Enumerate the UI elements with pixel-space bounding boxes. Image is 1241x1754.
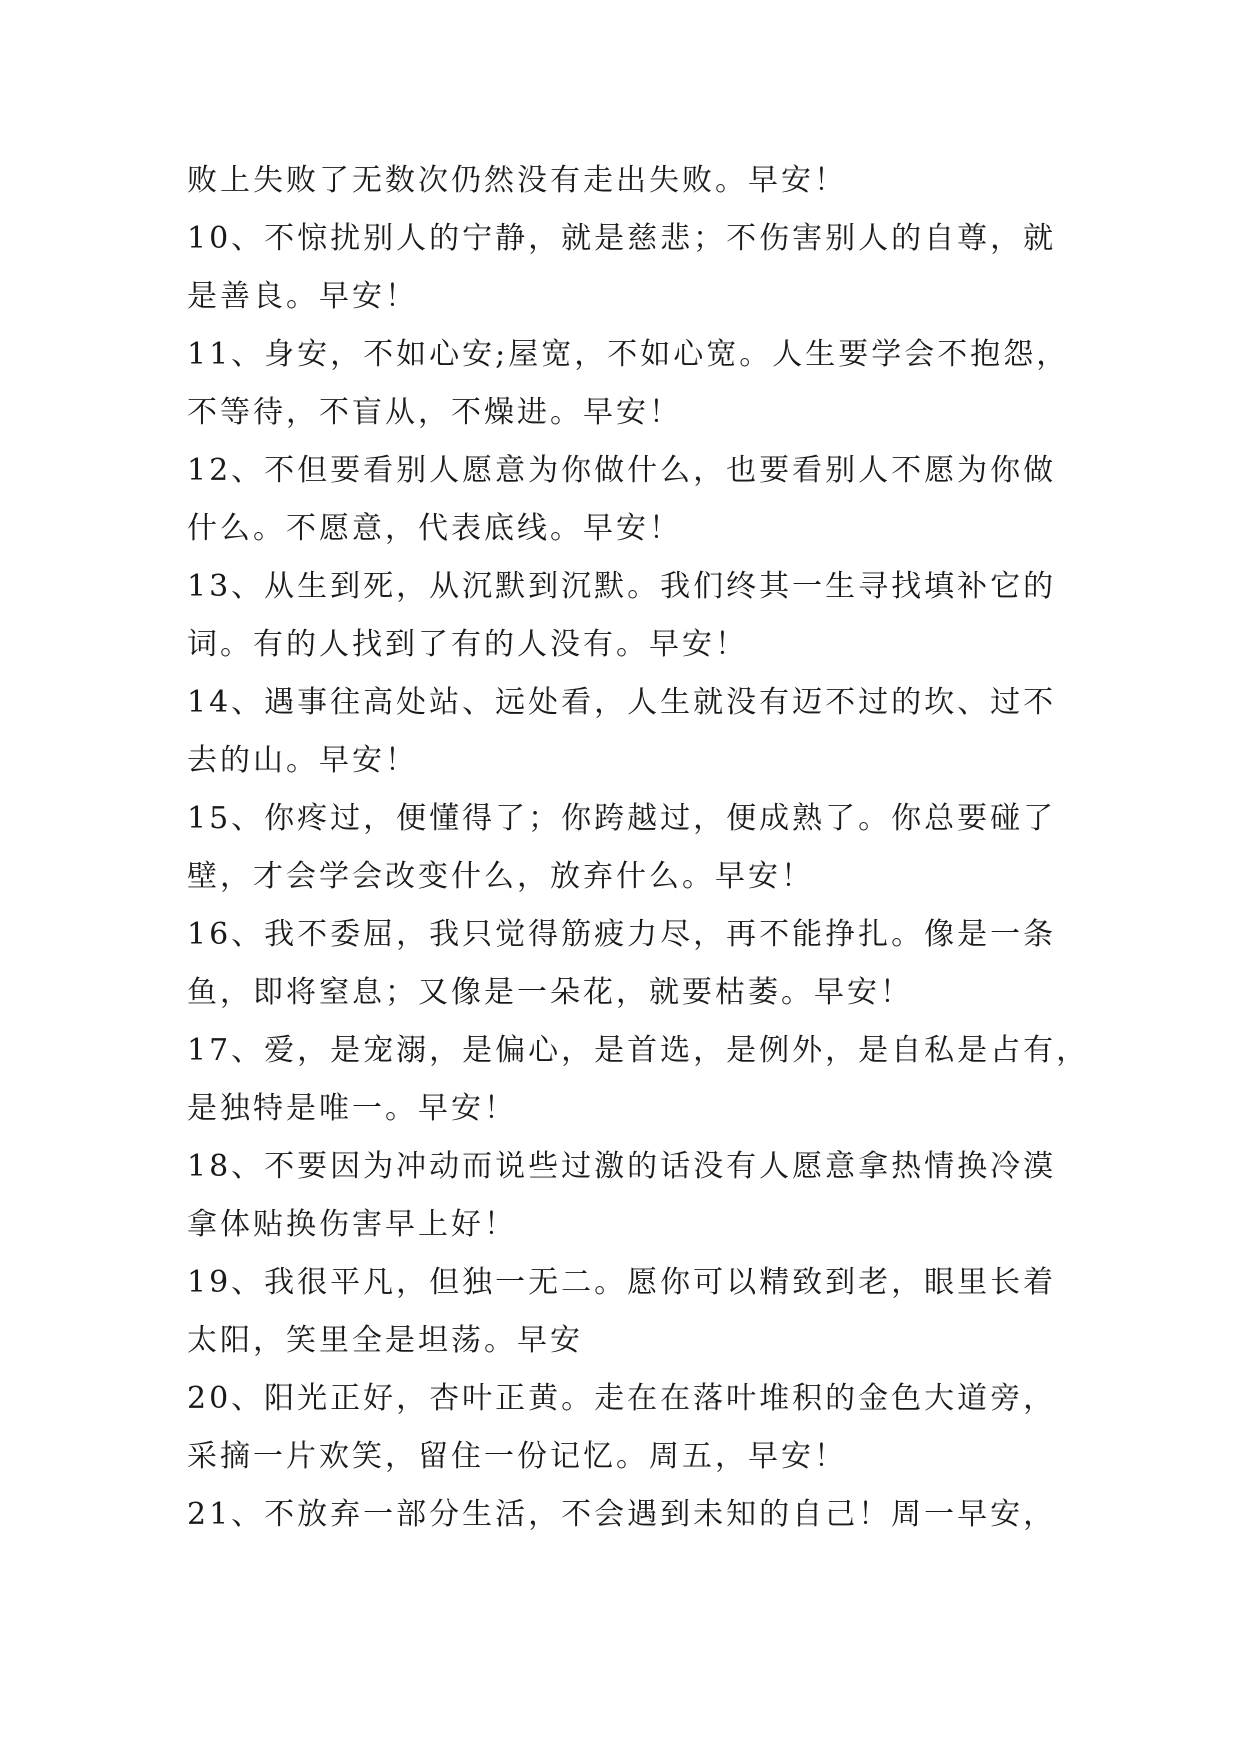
document-body [187,152,1090,1544]
text-line: 13、从生到死，从沉默到沉默。我们终其一生寻找填补它的 [187,569,1057,604]
text-line: 太阳，笑里全是坦荡。早安 [187,1323,583,1358]
text-line: 18、不要因为冲动而说些过激的话没有人愿意拿热情换冷漠 [187,1149,1057,1184]
text-line: 16、我不委屈，我只觉得筋疲力尽，再不能挣扎。像是一条 [187,917,1057,952]
text-line: 是独特是唯一。早安！ [187,1091,517,1126]
text-line: 20、阳光正好，杏叶正黄。走在在落叶堆积的金色大道旁， [187,1381,1057,1416]
text-line: 采摘一片欢笑，留住一份记忆。周五，早安！ [187,1439,847,1474]
text-line: 拿体贴换伤害早上好！ [187,1207,517,1242]
text-line: 词。有的人找到了有的人没有。早安！ [187,627,748,662]
text-line: 败上失败了无数次仍然没有走出失败。早安！ [187,163,847,198]
text-line: 10、不惊扰别人的宁静，就是慈悲；不伤害别人的自尊，就 [187,221,1057,256]
text-line: 不等待，不盲从，不燥进。早安！ [187,395,682,430]
text-line: 12、不但要看别人愿意为你做什么，也要看别人不愿为你做 [187,453,1057,488]
text-line: 17、爱，是宠溺，是偏心，是首选，是例外，是自私是占有， [187,1033,1090,1068]
text-line: 11、身安，不如心安;屋宽，不如心宽。人生要学会不抱怨， [187,337,1070,372]
text-line: 鱼，即将窒息；又像是一朵花，就要枯萎。早安！ [187,975,913,1010]
text-line: 19、我很平凡，但独一无二。愿你可以精致到老，眼里长着 [187,1265,1057,1300]
text-line: 14、遇事往高处站、远处看，人生就没有迈不过的坎、过不 [187,685,1057,720]
text-line: 去的山。早安！ [187,743,418,778]
text-line: 15、你疼过，便懂得了；你跨越过，便成熟了。你总要碰了 [187,801,1057,836]
text-line: 什么。不愿意，代表底线。早安！ [187,511,682,546]
text-line: 是善良。早安！ [187,279,418,314]
text-line: 壁，才会学会改变什么，放弃什么。早安！ [187,859,814,894]
text-line: 21、不放弃一部分生活，不会遇到未知的自己！周一早安， [187,1497,1057,1532]
